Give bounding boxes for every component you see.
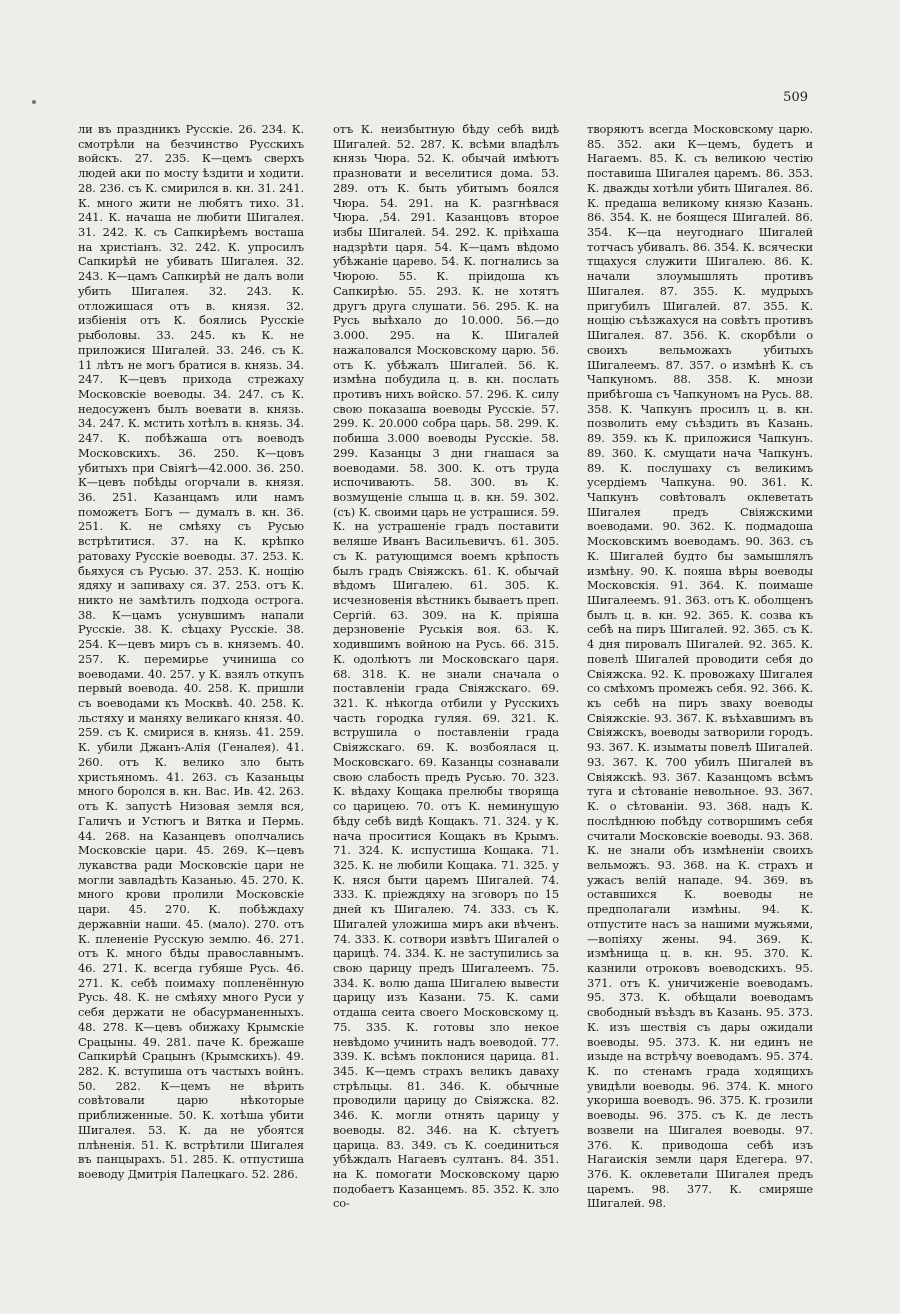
text-column-middle: отъ К. неизбытную бѣду себѣ видѣ Шигалей. 52. 287. К. всѣми владѣлъ князь Чюра. 52. К. обычай имѣютъ празновати и веселитися дома. 53. 289. отъ К. быть убитымъ боялся Чюра. 54. 291. на К. разгнѣвася Чюра. ,54. 291. Казанцовъ второе избы Шигалей. 54. 292. К. пріѣхаша надзрѣти царя. 54. К—цамъ вѣдомо убѣжаніе царево. 54. К. погнались за Чюрою. 55. К. пріидоша къ Сапкирѣю. 55. 293. К. не хотятъ другъ друга слушати. 56. 295. К. на Русь выѣхало до 10.000. 56.—до 3.000. 295. на К. Шигалей нажаловался Московскому царю. 56. отъ К. убѣжалъ Шигалей. 56. К. измѣна побудила ц. в. кн. послать противъ нихъ войско. 57. 296. К. силу свою показаша воеводы Русскіе. 57. 299. К. 20.000 собра царь. 58. 299. К. побиша 3.000 воеводы Русскіе. 58. 299. Казанцы 3 дни гнашася за воеводами. 58. 300. К. отъ труда испочивають. 58. 300. въ К. возмущеніе слыша ц. в. кн. 59. 302. (съ) К. своими царь не устрашися. 59. К. на устрашеніе градъ поставити веляше Иванъ Васильевичъ. 61. 305. съ К. ратующимся воемъ крѣпость былъ градъ Свіяжскъ. 61. К. обычай вѣдомъ Шигалею. 61. 305. К. исчезновенія вѣстникъ бываетъ преп. Сергій. 63. 309. на К. пріяша дерзновеніе Руськія воя. 63. К. ходившимъ войною на Русь. 66. 315. К. одолѣютъ ли Московскаго царя. 68. 318. К. не знали сначала о поставленіи града Свіяжскаго. 69. 321. К. нѣкогда отбили у Русскихъ часть городка гуляя. 69. 321. К. вструшила о поставленіи града Свіяжскаго. 69. К. возбоялася ц. Московскаго. 69. Казанцы сознавали свою слабость предъ Русью. 70. 323. К. вѣдаху Кощака прелюбы творяща со царицею. 70. отъ К. неминущую бѣду себѣ видѣ Кощакъ. 71. 324. у К. нача проситися Кощакъ въ Крымъ. 71. 324. К. испустиша Кощака. 71. 325. К. не любили Кощака. 71. 325. у К. няся быти царемъ Шигалей. 74. 333. К. пріеждяху на зговоръ по 15 дней къ Шигалею. 74. 333. съ К. Шигалей уложиша миръ аки вѣченъ. 74. 333. К. сотвори извѣтъ Шигалей о царицѣ. 74. 334. К. не заступились за свою царицу предъ Шигалеемъ. 75. 334. К. волю даша Шигалею вывести царицу изъ Казани. 75. К. сами отдаша сеита своего Московскому ц. 75. 335. К. готовы зло некое невѣдомо учинить надъ воеводой. 77. 339. К. всѣмъ поклонися царица. 81. 345. К—цемъ страхъ великъ даваху стрѣльцы. 81. 346. К. обычные проводили царицу до Свіяжска. 82. 346. К. могли отнять царицу у воеводы. 82. 346. на К. сѣтуетъ царица. 83. 349. съ К. соединиться убѣждалъ Нагаевъ султанъ. 84. 351. на К. помогати Московскому царю подобаетъ Казанцемъ. 85. 352. К. зло со- [333, 122, 559, 1211]
text-column-right: творяютъ всегда Московскому царю. 85. 352. аки К—цемъ, будетъ и Нагаемъ. 85. К. съ великою честію поставиша Шигалея царемъ. 86. 353. К. дважды хотѣли убить Шигалея. 86. К. предаша великому князю Казань. 86. 354. К. не боящеся Шигалей. 86. 354. К—ца неугоднаго Шигалей тотчасъ убивалъ. 86. 354. К. всячески тщахуся служити Шигалею. 86. К. начали злоумышлять противъ Шигалея. 87. 355. К. мудрыхъ пригубилъ Шигалей. 87. 355. К. нощію съѣзжахуся на совѣтъ противъ Шигалея. 87. 356. К. скорбѣли о своихъ вельможахъ убитыхъ Шигалеемъ. 87. 357. о измѣнѣ К. съ Чапкуномъ. 88. 358. К. мнози прибѣгоша съ Чапкуномъ на Русь. 88. 358. К. Чапкунъ просилъ ц. в. кн. позволить ему съѣздить въ Казань. 89. 359. къ К. приложися Чапкунъ. 89. 360. К. смущати нача Чапкунъ. 89. К. послушаху съ великимъ усердіемъ Чапкуна. 90. 361. К. Чапкунъ совѣтовалъ оклеветать Шигалея предъ Свіяжскими воеводами. 90. 362. К. подмадоша Московскимъ воеводамъ. 90. 363. съ К. Шигалей будто бы замышлялъ измѣну. 90. К. пояша вѣры воеводы Московскія. 91. 364. К. поимаше Шигалеемъ. 91. 363. отъ К. оболщенъ былъ ц. в. кн. 92. 365. К. созва къ себѣ на пиръ Шигалей. 92. 365. съ К. 4 дня пировалъ Шигалей. 92. 365. К. повелѣ Шигалей проводити себя до Свіяжска. 92. К. провожаху Шигалея со смѣхомъ промежъ себя. 92. 366. К. къ себѣ на пиръ зваху воеводы Свіяжскіе. 93. 367. К. въѣхавшимъ въ Свіяжскъ, воеводы затворили городъ. 93. 367. К. изыматы повелѣ Шигалей. 93. 367. К. 700 убилъ Шигалей въ Свіяжскѣ. 93. 367. Казанцомъ всѣмъ туга и сѣтованіе невольное. 93. 367. К. о сѣтованіи. 93. 368. надъ К. послѣднюю побѣду сотворшимъ себя считали Московскіе воеводы. 93. 368. К. не знали объ измѣненіи своихъ вельможъ. 93. 368. на К. страхъ и ужасъ велій нападе. 94. 369. въ оставшихся К. воеводы не предполагали измѣны. 94. К. отпустите насъ за нашими мужьями,—вопіяху жены. 94. 369. К. измѣнища ц. в. кн. 95. 370. К. казнили отроковъ воеводскихъ. 95. 371. отъ К. уничиженіе воеводамъ. 95. 373. К. обѣщали воеводамъ свободный въѣздъ въ Казань. 95. 373. К. изъ шествія съ дары ожидали воеводы. 95. 373. К. ни единъ не изыде на встрѣчу воеводамъ. 95. 374. К. по стенамъ града ходящихъ увидѣли воеводы. 96. 374. К. много укориша воеводъ. 96. 375. К. грозили воеводы. 96. 375. съ К. де лесть возвели на Шигалея воеводы. 97. 376. К. приводоша себѣ изъ Нагаискія земли царя Едегера. 97. 376. К. оклеветали Шигалея предъ царемъ. 98. 377. К. смиряше Шигалей. 98. [587, 122, 813, 1211]
page-speck [32, 100, 36, 104]
page-number: 509 [783, 90, 808, 105]
text-column-left: ли въ праздникъ Русскіе. 26. 234. К. смотрѣли на безчинство Русскихъ войскъ. 27. 235. К—цемъ сверхъ людей аки по мосту ѣздити и ходити. 28. 236. съ К. смирился в. кн. 31. 241. К. много жити не любятъ тихо. 31. 241. К. начаша не любити Шигалея. 31. 242. К. съ Сапкирѣемъ восташа на христіанъ. 32. 242. К. упросилъ Сапкирѣй не убивать Шигалея. 32. 243. К—цамъ Сапкирѣй не далъ воли убить Шигалея. 32. 243. К. отложишася отъ в. князя. 32. избіенія отъ К. боялись Русскіе рыболовы. 33. 245. къ К. не приложися Шигалей. 33. 246. съ К. 11 лѣтъ не могъ братися в. князь. 34. 247. К—цевъ прихода стрежаху Московскіе воеводы. 34. 247. съ К. недосуженъ былъ воевати в. князь. 34. 247. К. мстить хотѣлъ в. князь. 34. 247. К. побѣжаша отъ воеводъ Московскихъ. 36. 250. К—цовъ убитыхъ при Свіягѣ—42.000. 36. 250. К—цевъ побѣды огорчали в. князя. 36. 251. Казанцамъ или намъ поможетъ Богъ — думалъ в. кн. 36. 251. К. не смѣяху съ Русью встрѣтитися. 37. на К. крѣпко ратоваху Русскіе воеводы. 37. 253. К. бьяхуся съ Русью. 37. 253. К. нощію ядяху и запиваху ся. 37. 253. отъ К. никто не замѣтилъ подхода острога. 38. К—цамъ уснувшимъ напали Русскіе. 38. К. сѣцаху Русскіе. 38. 254. К—цевъ миръ съ в. княземъ. 40. 257. К. перемирье учиниша со воеводами. 40. 257. у К. взялъ откупъ первый воевода. 40. 258. К. пришли съ воеводами къ Москвѣ. 40. 258. К. льстяху и маняху великаго князя. 40. 259. съ К. смирися в. князь. 41. 259. К. убили Джанъ-Алія (Геналея). 41. 260. отъ К. велико зло быть христьяномъ. 41. 263. съ Казаньцы много боролся в. кн. Вас. Ив. 42. 263. отъ К. запустѣ Низовая земля вся, Галичъ и Устюгъ и Вятка и Пермь. 44. 268. на Казанцевъ ополчались Московскіе цари. 45. 269. К—цевъ лукавства ради Московскіе цари не могли завладѣть Казанью. 45. 270. К. много крови пролили Московскіе цари. 45. 270. К. побѣждаху державніи наши. 45. (мало). 270. отъ К. плененіе Русскую землю. 46. 271. отъ К. много бѣды православнымъ. 46. 271. К. всегда губяше Русь. 46. 271. К. себѣ поимаху попленённую Русь. 48. К. не смѣяху много Руси у себя держати не обасурманенныхъ. 48. 278. К—цевъ обижаху Крымскіе Срацыны. 49. 281. паче К. брежаше Сапкирѣй Срацынъ (Крымскихъ). 49. 282. К. вступиша отъ частыхъ войнъ. 50. 282. К—цемъ не вѣрить совѣтовали царю нѣкоторые приближенные. 50. К. хотѣша убити Шигалея. 53. К. да не убоятся плѣненія. 51. К. встрѣтили Шигалея въ панцырахъ. 51. 285. К. отпустиша воеводу Дмитрія Палецкаго. 52. 286. [78, 122, 305, 1182]
